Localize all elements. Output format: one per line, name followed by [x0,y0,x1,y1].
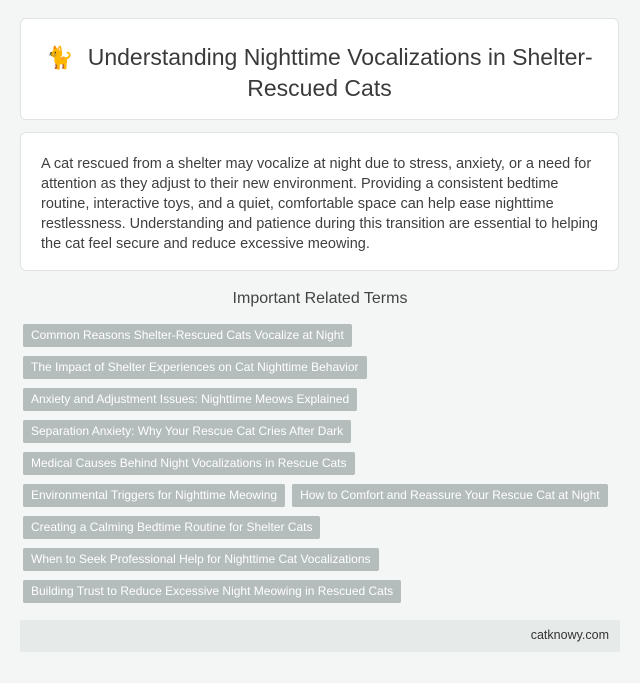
related-term-tag[interactable]: Common Reasons Shelter-Rescued Cats Vocalize at Night [23,324,352,347]
title-card [20,18,619,120]
tag-row [23,580,623,603]
related-term-tag[interactable]: Building Trust to Reduce Excessive Night Meowing in Rescued Cats [23,580,401,603]
summary-card [20,132,619,271]
footer-site-link[interactable]: catknowy.com [530,628,609,642]
page-title-text: Understanding Nighttime Vocalizations in Shelter-Rescued Cats [87,44,593,101]
tag-row [23,388,623,411]
related-terms-list [23,324,623,612]
related-term-tag[interactable]: Anxiety and Adjustment Issues: Nighttime Meows Explained [23,388,357,411]
tag-row [23,356,623,379]
related-term-tag[interactable]: Creating a Calming Bedtime Routine for Shelter Cats [23,516,320,539]
tag-row [23,324,623,347]
related-term-tag[interactable]: How to Comfort and Reassure Your Rescue Cat at Night [292,484,607,507]
footer [20,620,620,652]
page-title [21,42,618,103]
related-term-tag[interactable]: Separation Anxiety: Why Your Rescue Cat Cries After Dark [23,420,351,443]
tag-row [23,516,623,539]
related-terms-heading: Important Related Terms [232,290,408,307]
related-term-tag[interactable]: Medical Causes Behind Night Vocalizations in Rescue Cats [23,452,355,475]
related-term-tag[interactable]: Environmental Triggers for Nighttime Meowing [23,484,285,507]
tag-row [23,420,623,443]
cat-icon: 🐈 [46,45,74,70]
tag-row [23,484,623,507]
related-term-tag[interactable]: The Impact of Shelter Experiences on Cat Nighttime Behavior [23,356,367,379]
related-term-tag[interactable]: When to Seek Professional Help for Nighttime Cat Vocalizations [23,548,379,571]
tag-row [23,452,623,475]
tag-row [23,548,623,571]
summary-text: A cat rescued from a shelter may vocalize at night due to stress, anxiety, or a need for attention as they adjust to their new environment. Providing a consistent bedtime routine, interactive toys, and a quiet, comfortable space can help ease nighttime restlessness. Understanding and patience during this transition are essential to helping the cat feel secure and reduce excessive meowing. [41,156,598,252]
